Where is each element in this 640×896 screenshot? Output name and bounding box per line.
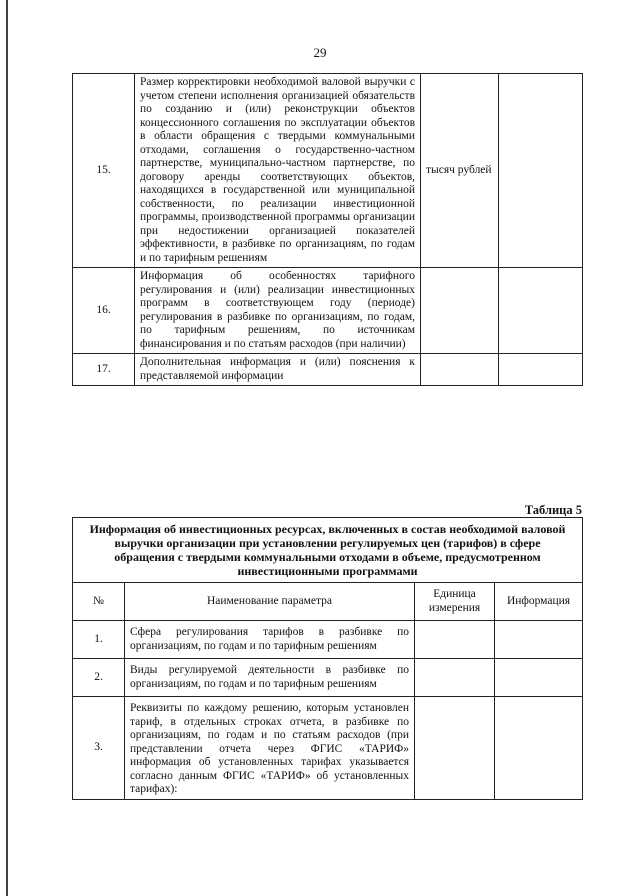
- page-number: 29: [313, 45, 327, 60]
- parameter-name: Виды регулируемой деятельности в разбивке по организациям, по годам и по тарифным решениям: [125, 659, 415, 697]
- row-number: 1.: [73, 621, 125, 659]
- table-row: [73, 354, 583, 386]
- table-row: [73, 697, 583, 800]
- header-info: Информация: [495, 583, 583, 621]
- table-4-continuation: [72, 73, 583, 386]
- table-caption-row: [73, 518, 583, 583]
- row-number: 16.: [73, 268, 135, 354]
- table-caption: Информация об инвестиционных ресурсах, включенных в состав необходимой валовой выручки организации при установлении регулируемых цен (тарифов) в сфере обращения с твердыми коммунальными отходами в объеме, предусмотренном инвестиционными программами: [73, 518, 583, 583]
- unit-cell: [421, 354, 499, 386]
- info-cell: [495, 659, 583, 697]
- parameter-name: Дополнительная информация и (или) пояснения к представляемой информации: [135, 354, 421, 386]
- info-cell: [499, 74, 583, 268]
- parameter-name: Размер корректировки необходимой валовой выручки с учетом степени исполнения организацией обязательств по созданию и (или) реконструкции объектов концессионного соглашения по эксплуатации объектов в области обращения с твердыми коммунальными отходами, соглашения о государственно-частном партнерстве, муниципально-частном партнерстве, по договору аренды соответствующих объектов, находящихся в государственной или муниципальной собственности, по реализации инвестиционной программы, производственной программы организации при недостижении организацией показателей эффективности, в разбивке по организациям, по годам и по тарифным решениям: [135, 74, 421, 268]
- unit-cell: [415, 621, 495, 659]
- table-5: [72, 517, 583, 800]
- header-unit: Единица измерения: [415, 583, 495, 621]
- unit-cell: [415, 659, 495, 697]
- table-row: [73, 659, 583, 697]
- row-number: 2.: [73, 659, 125, 697]
- scan-edge: [6, 0, 8, 896]
- info-cell: [499, 354, 583, 386]
- parameter-name: Сфера регулирования тарифов в разбивке по организациям, по годам и по тарифным решениям: [125, 621, 415, 659]
- row-number: 15.: [73, 74, 135, 268]
- table-row: [73, 74, 583, 268]
- unit-cell: [415, 697, 495, 800]
- info-cell: [499, 268, 583, 354]
- row-number: 3.: [73, 697, 125, 800]
- info-cell: [495, 697, 583, 800]
- unit-cell: [421, 268, 499, 354]
- table-label: Таблица 5: [524, 503, 582, 517]
- header-num: №: [73, 583, 125, 621]
- parameter-name: Информация об особенностях тарифного регулирования и (или) реализации инвестиционных программ в соответствующем году (периоде) регулирования в разбивке по организациям, по годам, по тарифным решениям, по источникам финансирования и по статьям расходов (при наличии): [135, 268, 421, 354]
- table-row: [73, 268, 583, 354]
- unit-cell: тысяч рублей: [421, 74, 499, 268]
- table-header-row: [73, 583, 583, 621]
- row-number: 17.: [73, 354, 135, 386]
- table-row: [73, 621, 583, 659]
- info-cell: [495, 621, 583, 659]
- header-name: Наименование параметра: [125, 583, 415, 621]
- parameter-name: Реквизиты по каждому решению, которым установлен тариф, в отдельных строках отчета, в разбивке по организациям, по годам и по статьям расходов (при представлении отчета через ФГИС «ТАРИФ» информация об установленных тарифах указывается согласно данным ФГИС «ТАРИФ» об установленных тарифах):: [125, 697, 415, 800]
